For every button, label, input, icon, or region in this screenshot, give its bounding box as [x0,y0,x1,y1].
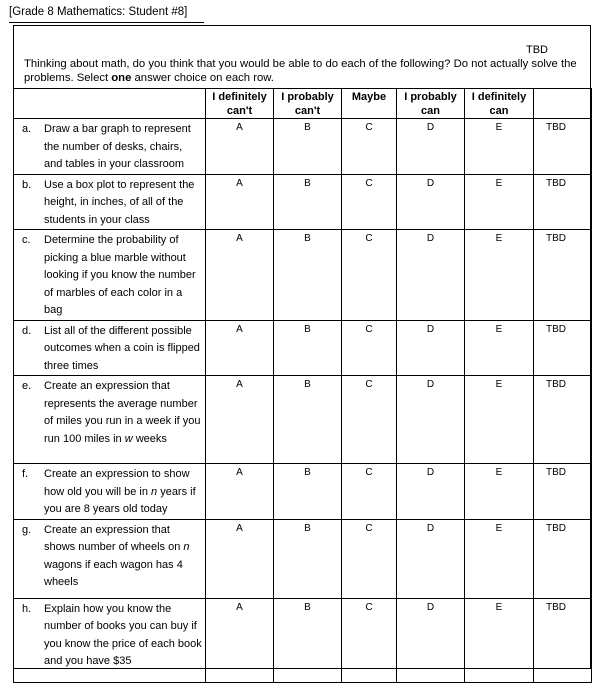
row-tbd: TBD [534,464,592,520]
item-text [44,522,202,592]
document-title: [Grade 8 Mathematics: Student #8] [9,6,188,18]
answer-choice-a[interactable]: A [206,230,274,321]
answer-choice-d[interactable]: D [397,464,465,520]
answer-choice-c[interactable]: C [342,464,397,520]
answer-choice-b[interactable]: B [274,119,342,175]
item-letter: b. [22,178,32,191]
item-text [44,601,202,671]
answer-choice-e[interactable]: E [465,519,534,598]
answer-choice-c[interactable]: C [342,119,397,175]
item-text-part: List all of the different possible outcomes when a coin is flipped three times [44,324,200,372]
answer-choice-b[interactable]: B [274,519,342,598]
answer-choice-e[interactable]: E [465,464,534,520]
item-cell [14,320,206,376]
instructions-bold: one [111,72,132,84]
answer-choice-a[interactable]: A [206,174,274,230]
answer-choice-b[interactable]: B [274,464,342,520]
item-text-part: Draw a bar graph to represent the number of desks, chairs, and tables in your classroom [44,123,191,170]
column-header: Maybe [342,89,397,119]
table-row [14,598,592,682]
item-text [44,466,202,519]
item-text-part: Create an expression to show how old you will be in [44,468,190,498]
answer-choice-a[interactable]: A [206,464,274,520]
item-cell [14,119,206,175]
item-text-part: n [183,541,190,553]
answer-choice-c[interactable]: C [342,376,397,464]
item-text-part: Determine the probability of picking a blue marble without looking if you know the number of marbles of each color in a bag [44,234,196,316]
item-letter: a. [22,123,32,135]
survey-table [13,88,592,683]
row-tbd: TBD [534,320,592,376]
instructions [24,57,584,85]
answer-choice-b[interactable]: B [274,174,342,230]
column-header: I definitely can [465,89,534,119]
answer-choice-e[interactable]: E [465,376,534,464]
survey-box [13,25,591,669]
item-text-part: w [124,432,133,445]
item-text-part: n [151,485,158,498]
table-row [14,174,592,230]
row-tbd: TBD [534,174,592,230]
item-cell [14,519,206,598]
answer-choice-d[interactable]: D [397,376,465,464]
row-tbd: TBD [534,519,592,598]
answer-choice-c[interactable]: C [342,320,397,376]
title-underline [9,22,204,23]
answer-choice-c[interactable]: C [342,598,397,682]
item-cell [14,376,206,464]
answer-choice-d[interactable]: D [397,230,465,321]
item-letter: g. [22,523,32,536]
header-empty [534,89,592,119]
row-tbd: TBD [534,376,592,464]
item-text-part: Explain how you know the number of books you can buy if you know the price of each book and you have $35 [44,602,202,667]
item-letter: f. [22,468,29,480]
item-text-part: weeks [132,432,167,445]
item-text-part: Create an expression that represents the average number of miles you run in a week if you run 100 miles in [44,380,201,445]
answer-choice-d[interactable]: D [397,598,465,682]
answer-choice-a[interactable]: A [206,320,274,376]
item-text [44,121,202,174]
item-text-part: wagons if each wagon has 4 wheels [44,558,183,588]
item-letter: d. [22,324,32,337]
table-row [14,119,592,175]
item-letter: e. [22,380,32,392]
answer-choice-e[interactable]: E [465,119,534,175]
item-cell [14,174,206,230]
answer-choice-d[interactable]: D [397,320,465,376]
tbd-label: TBD [526,44,548,56]
answer-choice-b[interactable]: B [274,230,342,321]
header-empty [14,89,206,119]
instructions-text-end: answer choice on each row. [131,72,274,84]
item-cell [14,464,206,520]
table-row [14,376,592,464]
answer-choice-a[interactable]: A [206,598,274,682]
answer-choice-a[interactable]: A [206,519,274,598]
column-header: I probably can't [274,89,342,119]
table-row [14,464,592,520]
answer-choice-e[interactable]: E [465,174,534,230]
row-tbd: TBD [534,598,592,682]
item-text-part: Use a box plot to represent the height, in inches, of all of the students in your class [44,178,195,226]
answer-choice-c[interactable]: C [342,230,397,321]
table-row [14,230,592,321]
row-tbd: TBD [534,230,592,321]
column-header: I probably can [397,89,465,119]
answer-choice-b[interactable]: B [274,320,342,376]
answer-choice-b[interactable]: B [274,376,342,464]
item-letter: c. [22,234,31,246]
answer-choice-d[interactable]: D [397,119,465,175]
answer-choice-d[interactable]: D [397,519,465,598]
item-text [44,177,202,230]
answer-choice-c[interactable]: C [342,519,397,598]
header-row [14,89,592,119]
item-text [44,323,202,376]
item-cell [14,230,206,321]
answer-choice-e[interactable]: E [465,320,534,376]
item-letter: h. [22,602,32,615]
table-row [14,320,592,376]
answer-choice-d[interactable]: D [397,174,465,230]
answer-choice-e[interactable]: E [465,598,534,682]
answer-choice-c[interactable]: C [342,174,397,230]
table-row [14,519,592,598]
answer-choice-e[interactable]: E [465,230,534,321]
column-header: I definitely can't [206,89,274,119]
answer-choice-a[interactable]: A [206,376,274,464]
item-text [44,378,202,448]
item-cell [14,598,206,682]
instructions-text: Thinking about math, do you think that you would be able to do each of the following? Do not actually solve the problems. Select [24,58,577,84]
row-tbd: TBD [534,119,592,175]
item-text-part: Create an expression that shows number of wheels on [44,523,184,553]
item-text [44,232,202,320]
answer-choice-a[interactable]: A [206,119,274,175]
item-text-part: years if you are 8 years old today [44,485,196,515]
answer-choice-b[interactable]: B [274,598,342,682]
